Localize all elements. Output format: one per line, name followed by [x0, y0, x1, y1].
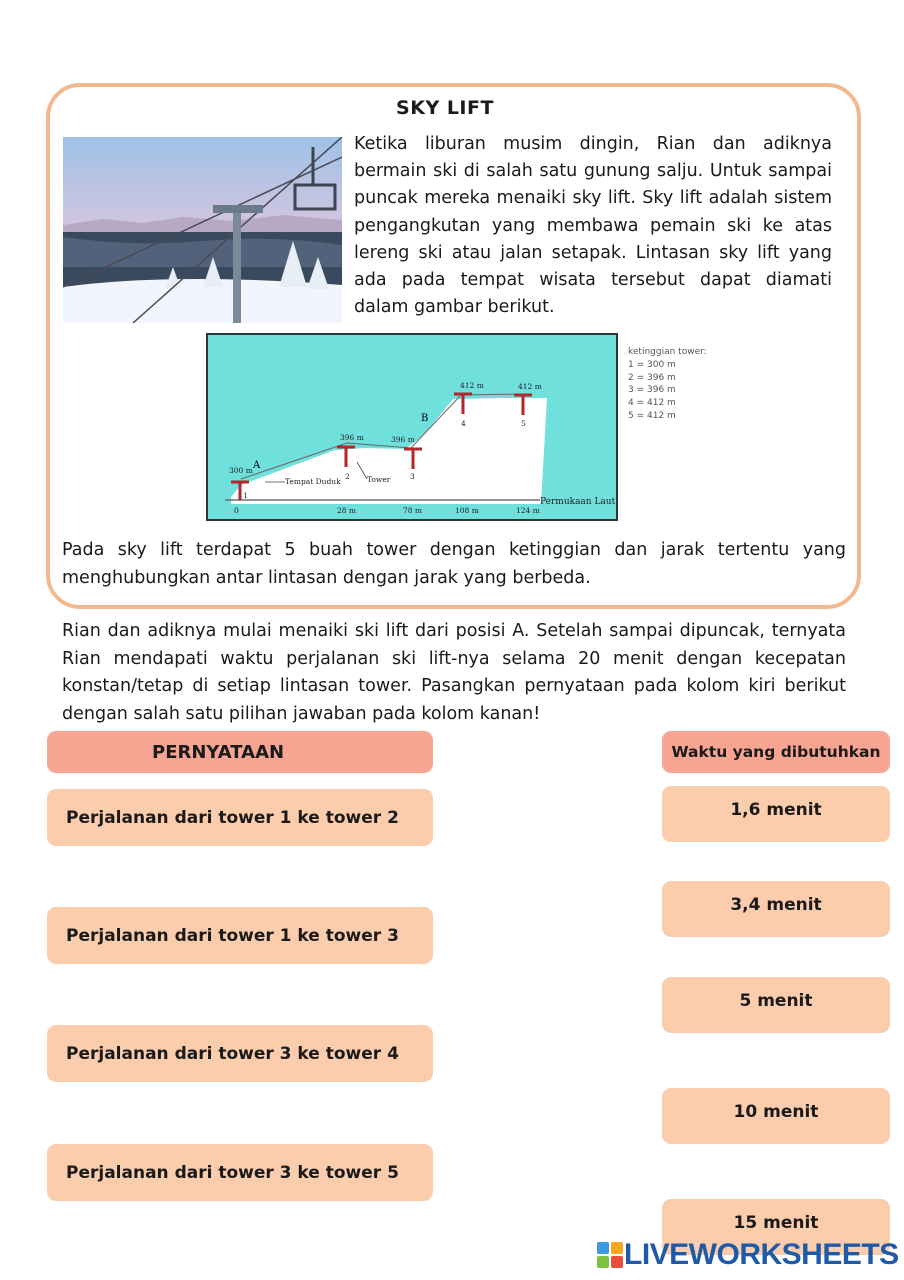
tower-label: Tower	[367, 475, 391, 484]
distance-label-78: 78 m	[403, 506, 423, 515]
legend-item: 1 = 300 m	[628, 359, 676, 370]
question-paragraph: Rian dan adiknya mulai menaiki ski lift dari posisi A. Setelah sampai dipuncak, ternyata Rian mendapati waktu perjalanan ski lift-nya selama 20 menit dengan kecepatan konstan/tetap di setiap lintasan tower. Pasangkan pernyataan pada kolom kiri berikut dengan salah satu pilihan jawaban pada kolom kanan!	[62, 621, 846, 724]
height-label-3: 396 m	[391, 435, 415, 444]
answers-header: Waktu yang dibutuhkan	[662, 731, 890, 773]
card-footer-paragraph: Pada sky lift terdapat 5 buah tower dengan ketinggian dan jarak tertentu yang menghubungkan antar lintasan dengan jarak yang berbeda.	[62, 540, 846, 588]
brand-name: LIVEWORKSHEETS	[624, 1238, 899, 1271]
height-label-1: 300 m	[229, 466, 253, 475]
statements-header: PERNYATAAN	[47, 731, 433, 773]
seat-label: Tempat Duduk	[285, 477, 341, 486]
distance-label-0: 0	[234, 506, 239, 515]
tower-number-4: 4	[461, 419, 466, 428]
intro-paragraph: Ketika liburan musim dingin, Rian dan adiknya bermain ski di salah satu gunung salju. Untuk sampai puncak mereka menaiki sky lift. Sky lift adalah sistem pengangkutan yang membawa pemain ski ke atas lereng ski atau jalan setapak. Lintasan sky lift yang ada pada tempat wisata tersebut dapat diamati dalam gambar berikut.	[354, 134, 832, 318]
statement-1[interactable]: Perjalanan dari tower 1 ke tower 2	[47, 789, 433, 846]
legend-item: 2 = 396 m	[628, 372, 676, 383]
answer-option-2[interactable]: 3,4 menit	[662, 881, 890, 937]
height-label-4: 412 m	[460, 381, 484, 390]
statement-2[interactable]: Perjalanan dari tower 1 ke tower 3	[47, 907, 433, 964]
tower-number-5: 5	[521, 419, 526, 428]
answer-option-5[interactable]: 15 menit	[662, 1199, 890, 1255]
legend-item: 4 = 412 m	[628, 398, 676, 409]
point-b-label: B	[421, 413, 429, 424]
point-a-label: A	[253, 460, 261, 471]
distance-label-124: 124 m	[516, 506, 540, 515]
tower-number-2: 2	[345, 472, 350, 481]
tower-height-legend	[628, 346, 707, 423]
sea-level-label: Permukaan Laut	[540, 497, 616, 507]
card-title: SKY LIFT	[396, 97, 494, 119]
tower-number-3: 3	[410, 472, 415, 481]
statement-3[interactable]: Perjalanan dari tower 3 ke tower 4	[47, 1025, 433, 1082]
legend-item: 5 = 412 m	[628, 410, 676, 421]
distance-label-108: 108 m	[455, 506, 479, 515]
distance-label-28: 28 m	[337, 506, 357, 515]
sky-lift-diagram	[205, 332, 620, 522]
tower-number-1: 1	[243, 491, 248, 500]
answer-option-3[interactable]: 5 menit	[662, 977, 890, 1033]
legend-item: 3 = 396 m	[628, 385, 676, 396]
ski-lift-photo	[63, 137, 342, 323]
legend-title: ketinggian tower:	[628, 347, 707, 357]
liveworksheets-logo	[596, 1238, 899, 1272]
height-label-2: 396 m	[340, 433, 364, 442]
liveworksheets-logo-icon	[596, 1241, 624, 1269]
height-label-5: 412 m	[518, 382, 542, 391]
answer-option-4[interactable]: 10 menit	[662, 1088, 890, 1144]
statement-4[interactable]: Perjalanan dari tower 3 ke tower 5	[47, 1144, 433, 1201]
answer-option-1[interactable]: 1,6 menit	[662, 786, 890, 842]
